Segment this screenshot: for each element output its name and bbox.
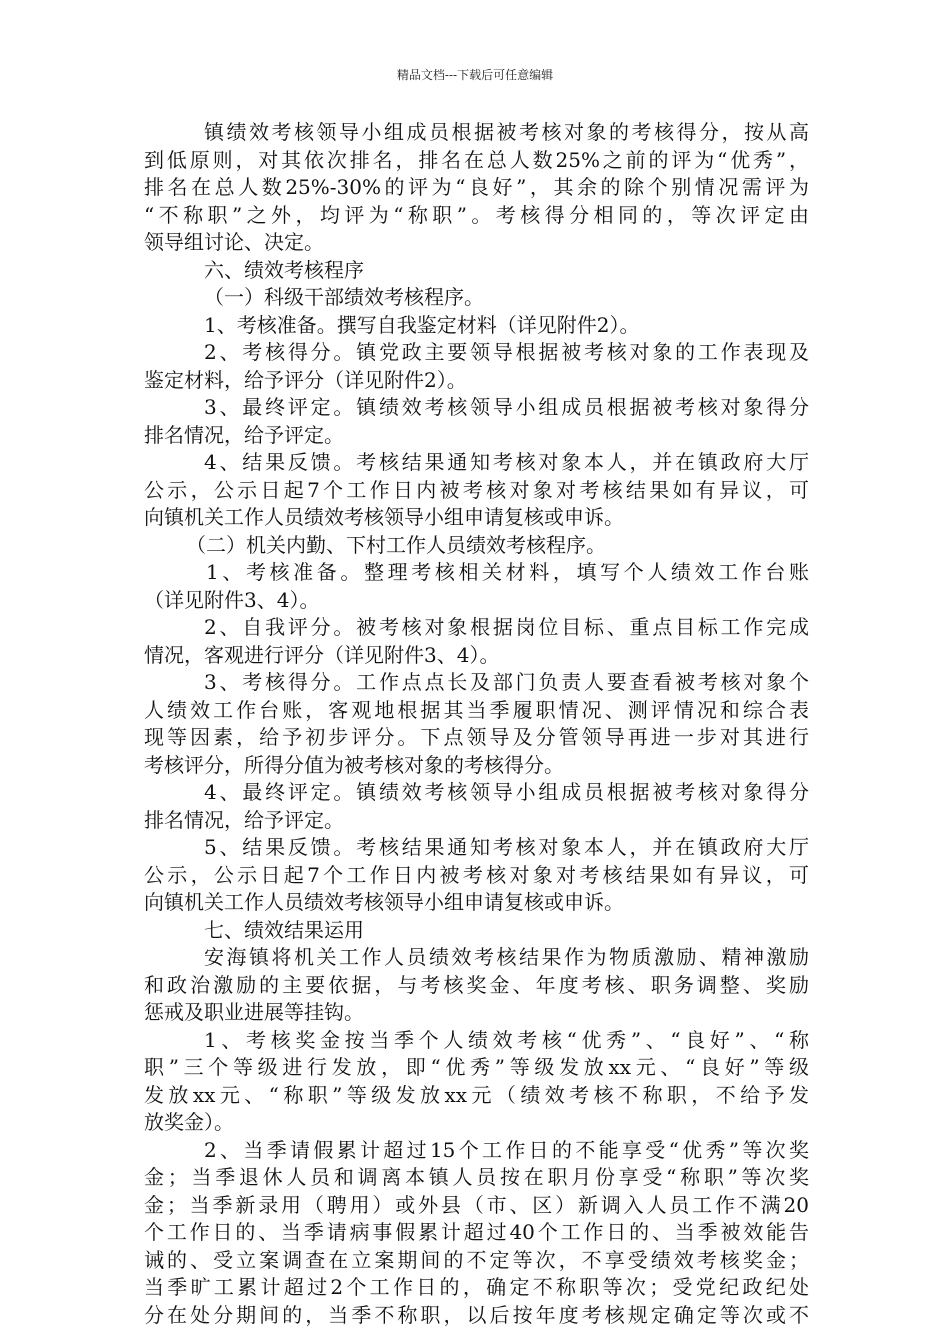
text-line: 排名在总人数25%-30%的评为“良好”，其余的除个别情况需评为 [144,175,809,199]
text-line: 镇绩效考核领导小组成员根据被考核对象的考核得分，按从高 [204,120,809,144]
text-line: 2、考核得分。镇党政主要领导根据被考核对象的工作表现及 [204,340,809,364]
document-body [144,119,809,1329]
text-line: 职”三个等级进行发放，即“优秀”等级发放xx元、“良好”等级 [144,1055,809,1079]
text-line: 3、考核得分。工作点点长及部门负责人要查看被考核对象个 [204,670,809,694]
text-line: 排名情况，给予评定。 [144,422,344,447]
text-line: 发放xx元、“称职”等级发放xx元（绩效考核不称职，不给予发 [144,1082,809,1107]
text-line: 1、考核奖金按当季个人绩效考核“优秀”、“良好”、“称 [204,1027,809,1052]
text-line: （二）机关内勤、下村工作人员绩效考核程序。 [186,532,606,557]
text-line: 放奖金）。 [144,1110,234,1134]
text-line: 金；当季退休人员和调离本镇人员按在职月份享受“称职”等次奖 [144,1165,809,1189]
text-line: （一）科级干部绩效考核程序。 [204,285,484,309]
text-line: 七、绩效结果运用 [204,917,364,942]
text-line: 分在处分期间的，当季不称职，以后按年度考核规定确定等次或不 [144,1302,809,1327]
text-line: “不称职”之外，均评为“称职”。考核得分相同的，等次评定由 [144,202,809,227]
text-line: 3、最终评定。镇绩效考核领导小组成员根据被考核对象得分 [204,395,809,419]
text-line: 到低原则，对其依次排名，排名在总人数25%之前的评为“优秀”， [144,147,809,172]
text-line: 安海镇将机关工作人员绩效考核结果作为物质激励、精神激励 [204,945,809,969]
text-line: 诫的、受立案调查在立案期间的不定等次，不享受绩效考核奖金； [144,1247,809,1272]
text-line: 公示，公示日起7个工作日内被考核对象对考核结果如有异议，可 [144,477,809,502]
text-line: 1、考核准备。整理考核相关材料，填写个人绩效工作台账 [206,560,809,584]
text-line: 考核评分，所得分值为被考核对象的考核得分。 [144,752,564,777]
text-line: 现等因素，给予初步评分。下点领导及分管领导再进一步对其进行 [144,725,809,749]
text-line: 1、考核准备。撰写自我鉴定材料（详见附件2）。 [204,312,640,337]
text-line: 2、自我评分。被考核对象根据岗位目标、重点目标工作完成 [204,615,809,639]
text-line: 公示，公示日起7个工作日内被考核对象对考核结果如有异议，可 [144,862,809,887]
text-line: 人绩效工作台账，客观地根据其当季履职情况、测评情况和综合表 [144,697,809,722]
text-line: 和政治激励的主要依据，与考核奖金、年度考核、职务调整、奖励 [144,972,809,997]
text-line: 向镇机关工作人员绩效考核领导小组申请复核或申诉。 [144,505,624,529]
text-line: 5、结果反馈。考核结果通知考核对象本人，并在镇政府大厅 [204,835,809,859]
text-line: 向镇机关工作人员绩效考核领导小组申请复核或申诉。 [144,890,624,914]
text-line: 鉴定材料，给予评分（详见附件2）。 [144,367,467,392]
text-line: （详见附件3、4）。 [144,587,320,612]
text-line: 当季旷工累计超过2个工作日的，确定不称职等次；受党纪政纪处 [144,1275,809,1299]
text-line: 金；当季新录用（聘用）或外县（市、区）新调入人员工作不满20 [144,1192,809,1217]
text-line: 个工作日的、当季请病事假累计超过40个工作日的、当季被效能告 [144,1220,809,1244]
text-line: 2、当季请假累计超过15个工作日的不能享受“优秀”等次奖 [204,1137,809,1162]
text-line: 情况，客观进行评分（详见附件3、4）。 [144,642,500,667]
text-line: 六、绩效考核程序 [204,257,364,282]
text-line: 领导组讨论、决定。 [144,230,324,254]
text-line: 4、最终评定。镇绩效考核领导小组成员根据被考核对象得分 [204,780,809,804]
text-line: 4、结果反馈。考核结果通知考核对象本人，并在镇政府大厅 [204,450,809,474]
text-line: 排名情况，给予评定。 [144,807,344,832]
page-header: 精品文档---下载后可任意编辑 [396,68,554,82]
text-line: 惩戒及职业进展等挂钩。 [144,1000,364,1024]
